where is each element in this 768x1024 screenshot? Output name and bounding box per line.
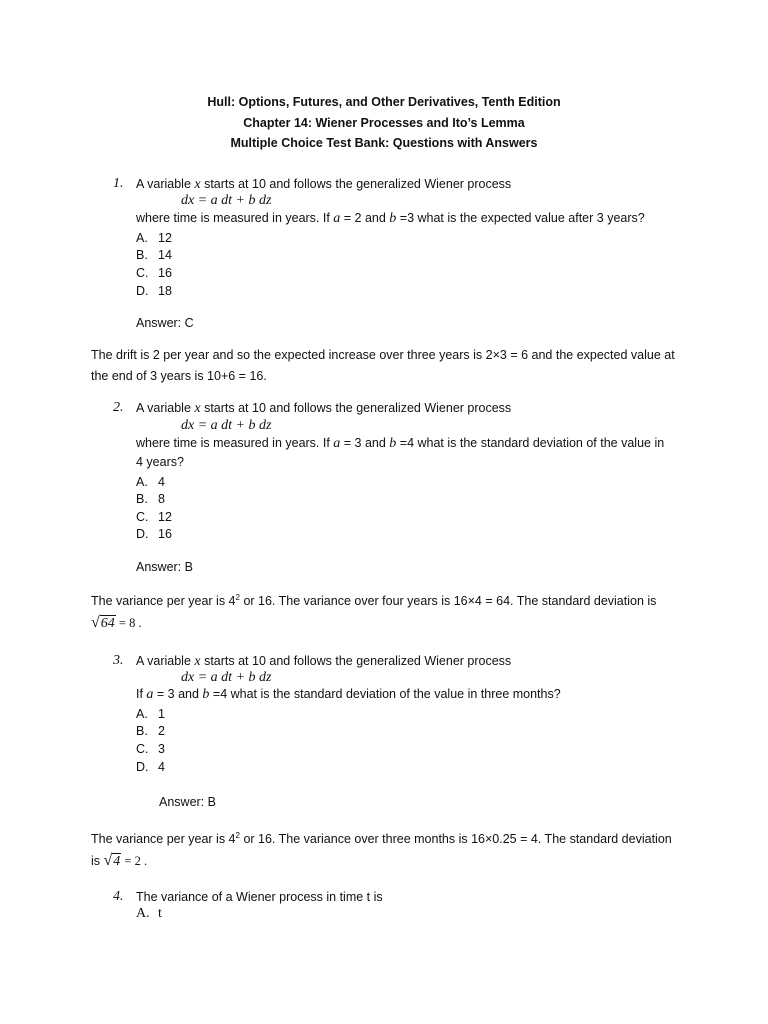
question-1-explanation-line-2: the end of 3 years is 10+6 = 16. [91, 369, 267, 383]
question-1-option-c: C. 16 [136, 266, 172, 280]
question-1-option-b: B. 14 [136, 248, 172, 262]
question-2-intro: A variable x starts at 10 and follows the generalized Wiener process [136, 401, 512, 416]
question-1-option-d: D. 18 [136, 284, 172, 298]
document-title: Hull: Options, Futures, and Other Derivatives, Tenth Edition [207, 95, 561, 109]
square-root-64: √64 [91, 614, 115, 631]
question-3-option-a: A. 1 [136, 707, 165, 721]
test-bank-title: Multiple Choice Test Bank: Questions with Answers [230, 136, 538, 150]
question-1-answer: Answer: C [136, 316, 194, 330]
question-1-option-a: A. 12 [136, 231, 172, 245]
question-3-intro: A variable x starts at 10 and follows the generalized Wiener process [136, 654, 512, 669]
question-3-option-d: D. 4 [136, 760, 165, 774]
question-3-answer: Answer: B [159, 795, 216, 809]
question-4-text: The variance of a Wiener process in time t is [136, 890, 383, 904]
question-1-condition: where time is measured in years. If a = 2 and b =3 what is the expected value after 3 years? [136, 211, 645, 226]
question-2-option-b: B. 8 [136, 492, 165, 506]
question-2-answer: Answer: B [136, 560, 193, 574]
question-3-explanation-line-1: The variance per year is $4^2$ or 16. The variance over three months is 16×0.25 = 4. The standard deviation [91, 830, 672, 846]
question-3-option-b: B. 2 [136, 724, 165, 738]
question-2-explanation-line-1: The variance per year is $4^2$ or 16. The variance over four years is 16×4 = 64. The standard deviation is [91, 592, 657, 608]
question-2-explanation-line-2: √64 = 8 . [91, 614, 142, 631]
question-3-explanation-line-2: is √4 = 2 . [91, 852, 148, 869]
question-2-number: 2. [113, 400, 124, 415]
question-2-condition: where time is measured in years. If a = 3 and b =4 what is the standard deviation of the value in [136, 436, 665, 451]
question-3-option-c: C. 3 [136, 742, 165, 756]
question-2-option-d: D. 16 [136, 527, 172, 541]
question-2-option-a: A. 4 [136, 475, 165, 489]
question-1-equation: dx = a dt + b dz [181, 193, 272, 208]
question-2-equation: dx = a dt + b dz [181, 418, 272, 433]
question-1-explanation-line-1: The drift is 2 per year and so the expected increase over three years is 2×3 = 6 and the expected value at [91, 348, 675, 362]
question-1-intro: A variable x starts at 10 and follows the generalized Wiener process [136, 177, 512, 192]
question-3-equation: dx = a dt + b dz [181, 670, 272, 685]
question-2-condition-line-2: 4 years? [136, 455, 184, 469]
question-1-number: 1. [113, 176, 124, 191]
question-2-option-c: C. 12 [136, 510, 172, 524]
question-4-option-a: A. t [136, 906, 162, 921]
question-4-number: 4. [113, 889, 124, 904]
square-root-4: √4 [103, 852, 121, 869]
question-3-condition: If a = 3 and b =4 what is the standard deviation of the value in three months? [136, 687, 561, 702]
chapter-title: Chapter 14: Wiener Processes and Ito’s Lemma [243, 116, 525, 130]
question-3-number: 3. [113, 653, 124, 668]
